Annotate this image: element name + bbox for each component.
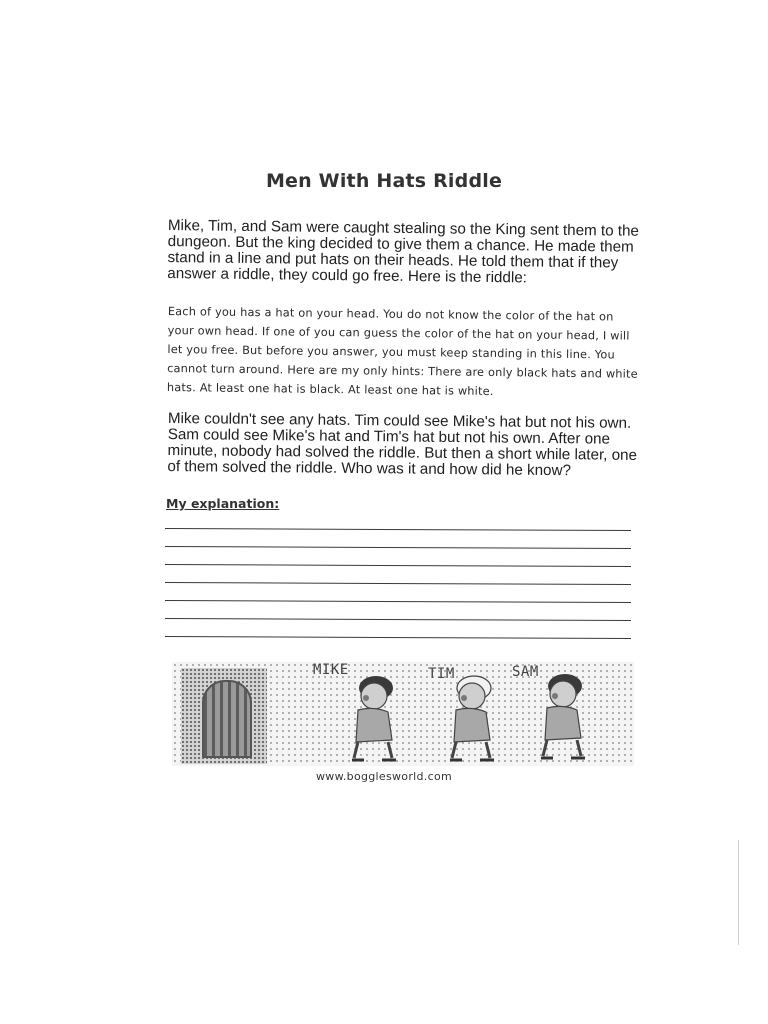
answer-line[interactable]: [165, 528, 631, 531]
answer-line[interactable]: [165, 600, 631, 603]
label-mike: MIKE: [313, 662, 349, 678]
answer-line[interactable]: [165, 564, 631, 567]
tim-figure-image: [434, 670, 504, 766]
footer-url: www.bogglesworld.com: [316, 770, 452, 783]
story-paragraph: Mike couldn't see any hats. Tim could see Mike's hat but not his own. Sam could see Mike's hat and Tim's hat but not his own. After one minute, nobody had solved the riddle. But then a short while later, one of them solved the riddle. Who was it and how did he know?: [167, 410, 638, 480]
scan-edge-mark: [738, 840, 739, 945]
riddle-text: Each of you has a hat on your head. You do not know the color of the hat on your own head. If one of you can guess the color of the hat on your head, I will let you free. But before you answer, you must keep standing in this line. You cannot turn around. Here are my only hints: There are only black hats and white hats. At least one hat is black. At least one hat is white.: [166, 304, 638, 398]
answer-line[interactable]: [165, 546, 631, 549]
answer-line[interactable]: [165, 582, 631, 585]
answer-line[interactable]: [165, 636, 631, 639]
mike-figure-image: [336, 670, 406, 766]
answer-line[interactable]: [165, 618, 631, 621]
label-sam: SAM: [512, 664, 539, 680]
intro-paragraph: Mike, Tim, and Sam were caught stealing so the King sent them to the dungeon. But the king decided to give them a chance. He made them stand in a line and put hats on their heads. He told them that if they answer a riddle, they could go free. Here is the riddle:: [167, 217, 640, 287]
dungeon-door-arch: [202, 680, 252, 758]
explanation-label: My explanation:: [166, 496, 280, 511]
sam-figure-image: [525, 668, 595, 764]
label-tim: TIM: [428, 666, 455, 682]
page-title: Men With Hats Riddle: [265, 170, 503, 192]
